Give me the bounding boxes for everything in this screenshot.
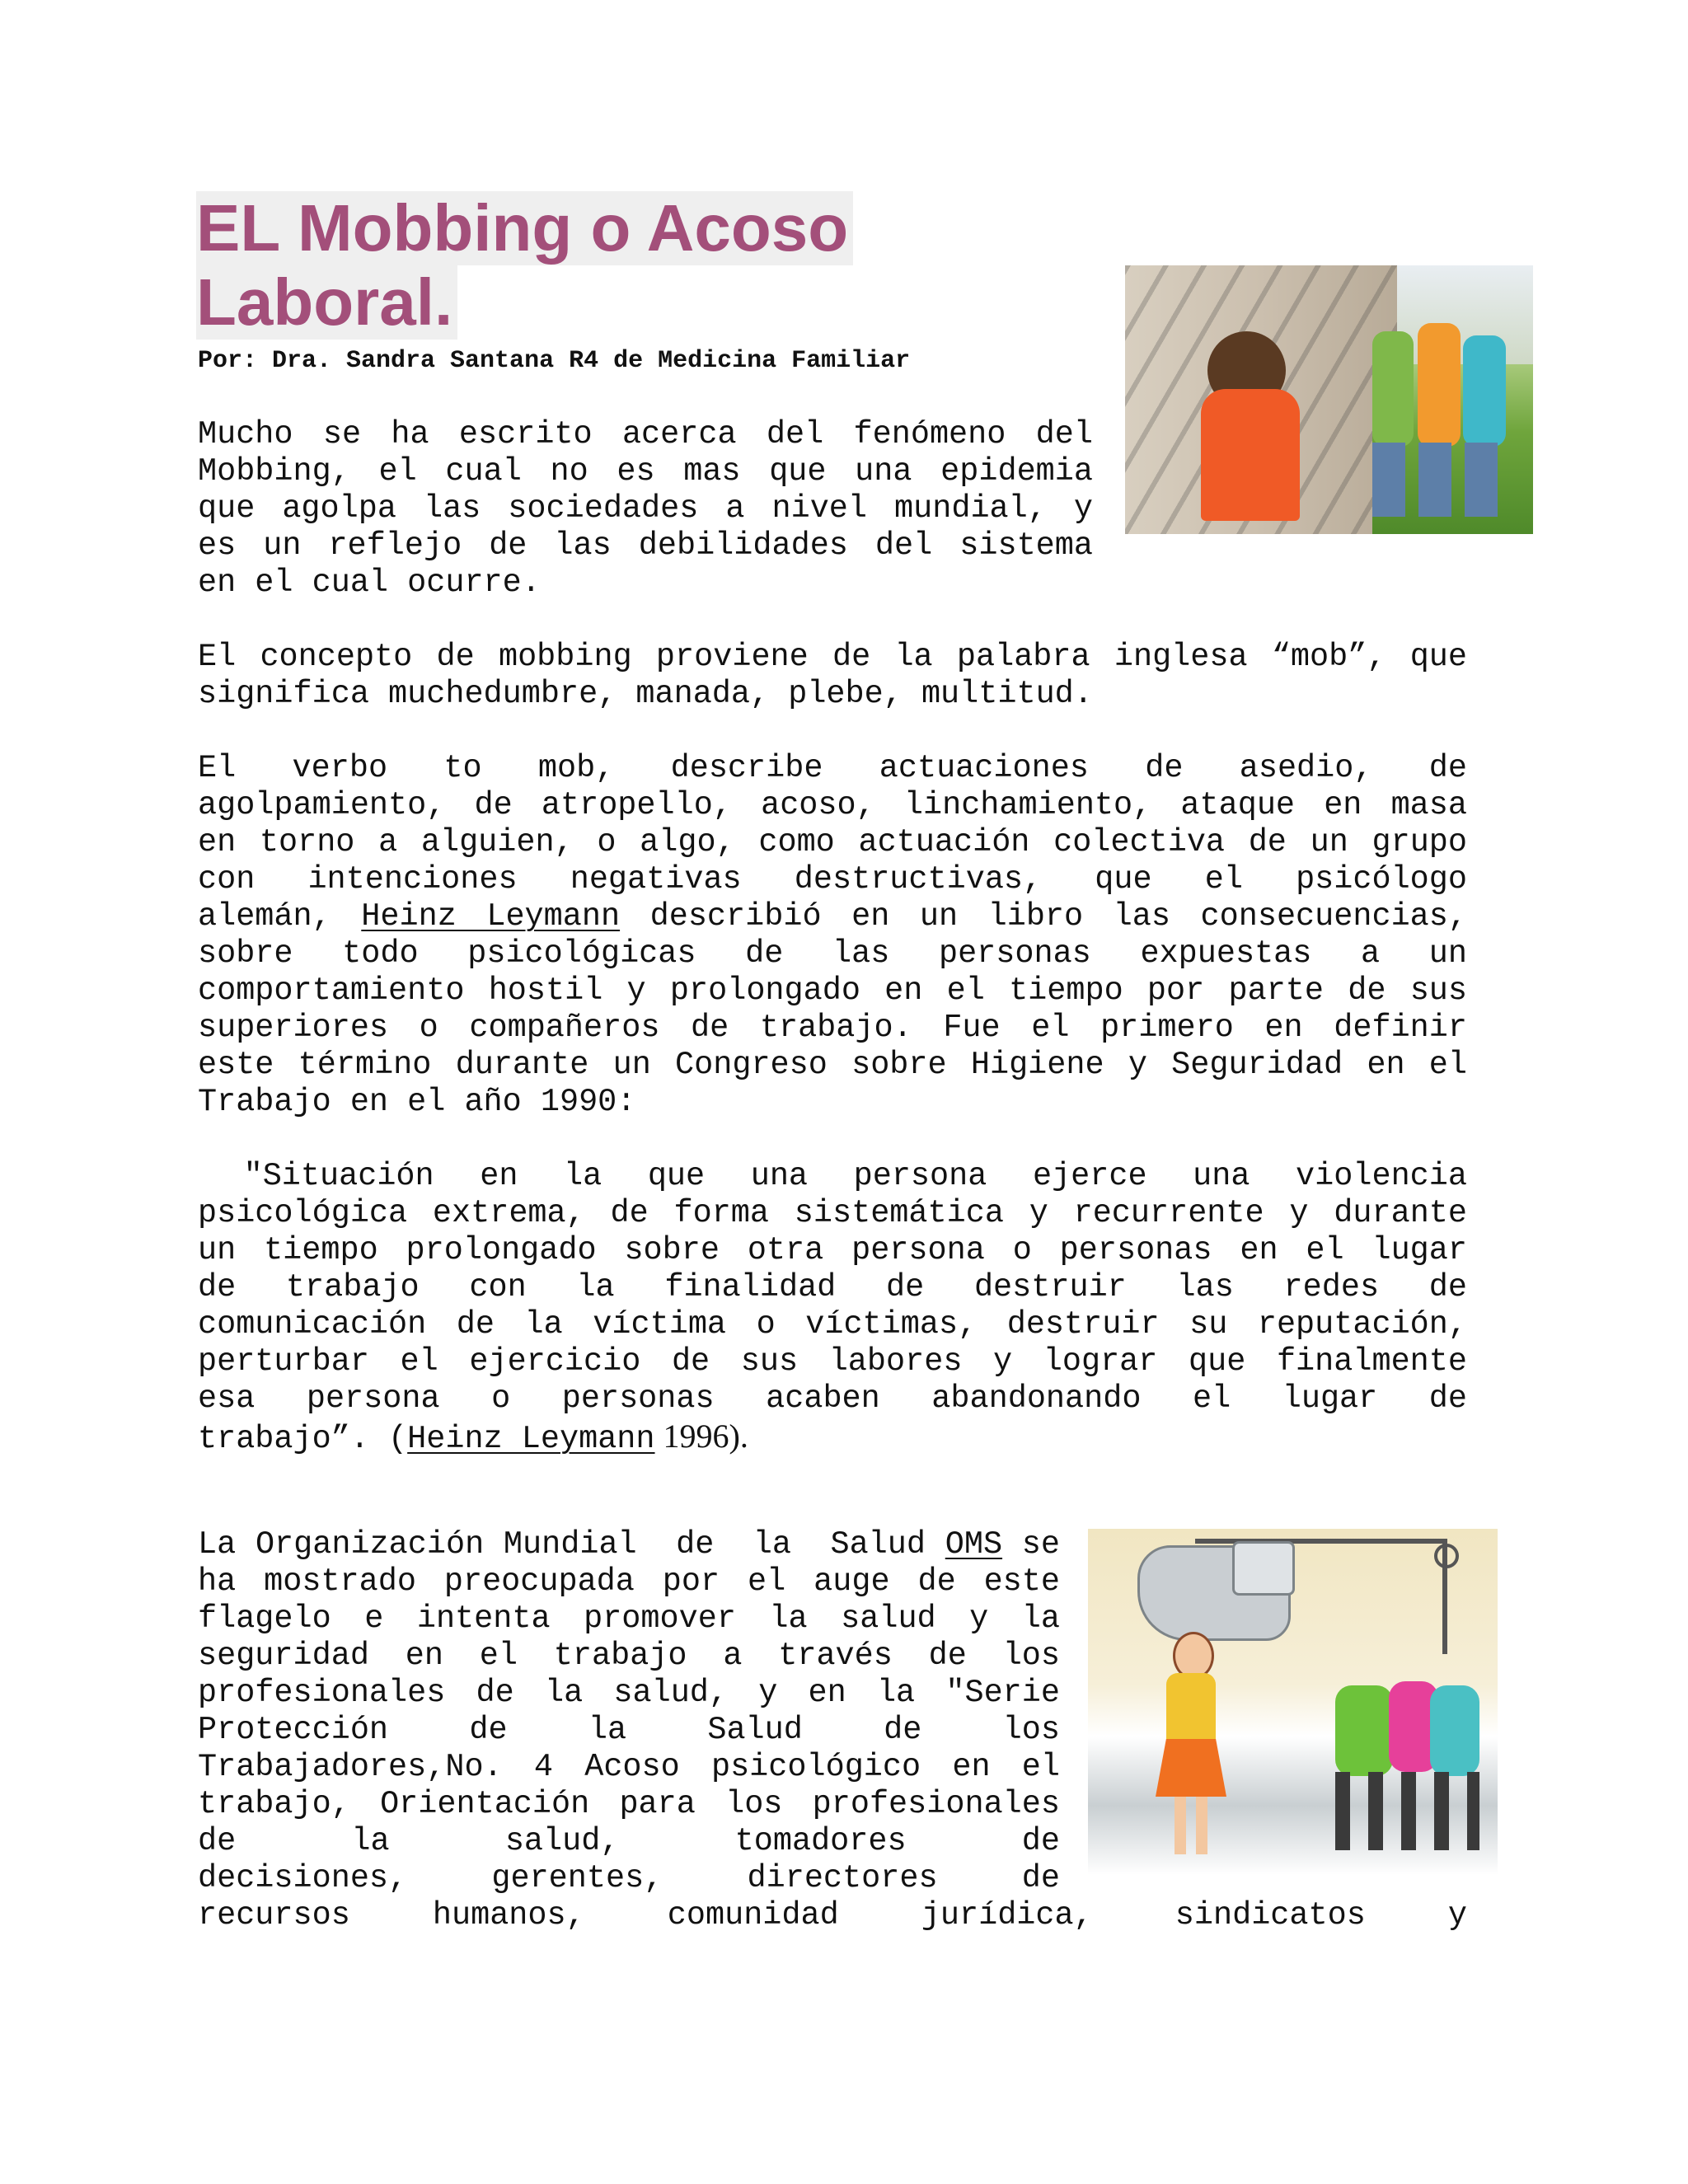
paragraph-verb xyxy=(198,750,1467,1121)
workplace-harassment-cartoon xyxy=(1088,1529,1498,1875)
paragraph-line: comportamiento hostil y prolongado en el tiempo por parte de sus xyxy=(198,972,1467,1009)
paragraph-line: es un reflejo de las debilidades del sistema xyxy=(198,527,1093,564)
paragraph-line: perturbar el ejercicio de sus labores y lograr que finalmente xyxy=(198,1343,1467,1380)
paragraph-line: recursos humanos, comunidad jurídica, sindicatos y xyxy=(198,1897,1467,1933)
paragraph-line: El concepto de mobbing proviene de la palabra inglesa “mob”, que xyxy=(198,639,1467,675)
heinz-leymann-citation-link[interactable]: Heinz Leymann xyxy=(407,1421,655,1457)
paragraph-line: de trabajo con la finalidad de destruir las redes de xyxy=(198,1269,1467,1305)
heinz-leymann-link[interactable]: Heinz Leymann xyxy=(361,898,621,935)
paragraph-line: superiores o compañeros de trabajo. Fue el primero en definir xyxy=(198,1010,1467,1046)
paragraph-line: Mucho se ha escrito acerca del fenómeno del xyxy=(198,416,1093,452)
paragraph-definition-quote xyxy=(198,1158,1467,1458)
paragraph-line: "Situación en la que una persona ejerce una violencia xyxy=(198,1158,1467,1194)
paragraph-line xyxy=(198,898,1467,935)
line-text: alemán, xyxy=(198,898,331,935)
line-text: se xyxy=(1002,1526,1061,1563)
paragraph-line: en el cual ocurre. xyxy=(198,565,541,601)
paragraph-line: de la salud, tomadores de xyxy=(198,1823,1060,1859)
oms-link[interactable]: OMS xyxy=(945,1526,1003,1563)
paragraph-line xyxy=(198,1526,1060,1563)
paragraph-line: agolpamiento, de atropello, acoso, linchamiento, ataque en masa xyxy=(198,787,1467,823)
paragraph-line: un tiempo prolongado sobre otra persona o personas en el lugar xyxy=(198,1232,1467,1268)
citation-year: 1996). xyxy=(654,1418,748,1455)
line-text: trabajo”. ( xyxy=(198,1421,408,1457)
paragraph-line: psicológica extrema, de forma sistemática y recurrente y durante xyxy=(198,1195,1467,1231)
paragraph-concept xyxy=(198,639,1467,713)
paragraph-line: sobre todo psicológicas de las personas expuestas a un xyxy=(198,935,1467,972)
paragraph-oms xyxy=(198,1526,1467,1934)
paragraph-line: en torno a alguien, o algo, como actuación colectiva de un grupo xyxy=(198,824,1467,860)
paragraph-line: profesionales de la salud, y en la "Serie xyxy=(198,1675,1060,1711)
paragraph-line: Mobbing, el cual no es mas que una epidemia xyxy=(198,453,1093,490)
paragraph-line: Trabajadores,No. 4 Acoso psicológico en el xyxy=(198,1749,1060,1785)
paragraph-intro xyxy=(198,416,1093,602)
paragraph-line: significa muchedumbre, manada, plebe, multitud. xyxy=(198,676,1093,712)
paragraph-line: Protección de la Salud de los xyxy=(198,1712,1060,1748)
paragraph-line: decisiones, gerentes, directores de xyxy=(198,1860,1060,1896)
paragraph-line: trabajo, Orientación para los profesionales xyxy=(198,1786,1060,1822)
paragraph-line: esa persona o personas acaben abandonando el lugar de xyxy=(198,1380,1467,1417)
paragraph-line xyxy=(198,1418,1467,1458)
paragraph-line: que agolpa las sociedades a nivel mundial, y xyxy=(198,490,1093,527)
author-byline: Por: Dra. Sandra Santana R4 de Medicina Familiar xyxy=(198,347,911,375)
paragraph-line: con intenciones negativas destructivas, que el psicólogo xyxy=(198,861,1467,898)
paragraph-line: este término durante un Congreso sobre Higiene y Seguridad en el xyxy=(198,1047,1467,1083)
line-text: describió en un libro las consecuencias, xyxy=(620,898,1467,935)
paragraph-line: comunicación de la víctima o víctimas, destruir su reputación, xyxy=(198,1306,1467,1343)
bullied-girl-photo xyxy=(1125,265,1533,534)
line-text: La Organización Mundial de la Salud xyxy=(198,1526,926,1563)
title-line-1: EL Mobbing o Acoso xyxy=(196,191,853,265)
paragraph-line: ha mostrado preocupada por el auge de este xyxy=(198,1563,1060,1600)
paragraph-line: Trabajo en el año 1990: xyxy=(198,1084,636,1120)
paragraph-line: seguridad en el trabajo a través de los xyxy=(198,1638,1060,1674)
title-line-2: Laboral. xyxy=(196,265,457,340)
paragraph-line: flagelo e intenta promover la salud y la xyxy=(198,1601,1060,1637)
article-title xyxy=(196,191,853,340)
paragraph-line: El verbo to mob, describe actuaciones de asedio, de xyxy=(198,750,1467,786)
